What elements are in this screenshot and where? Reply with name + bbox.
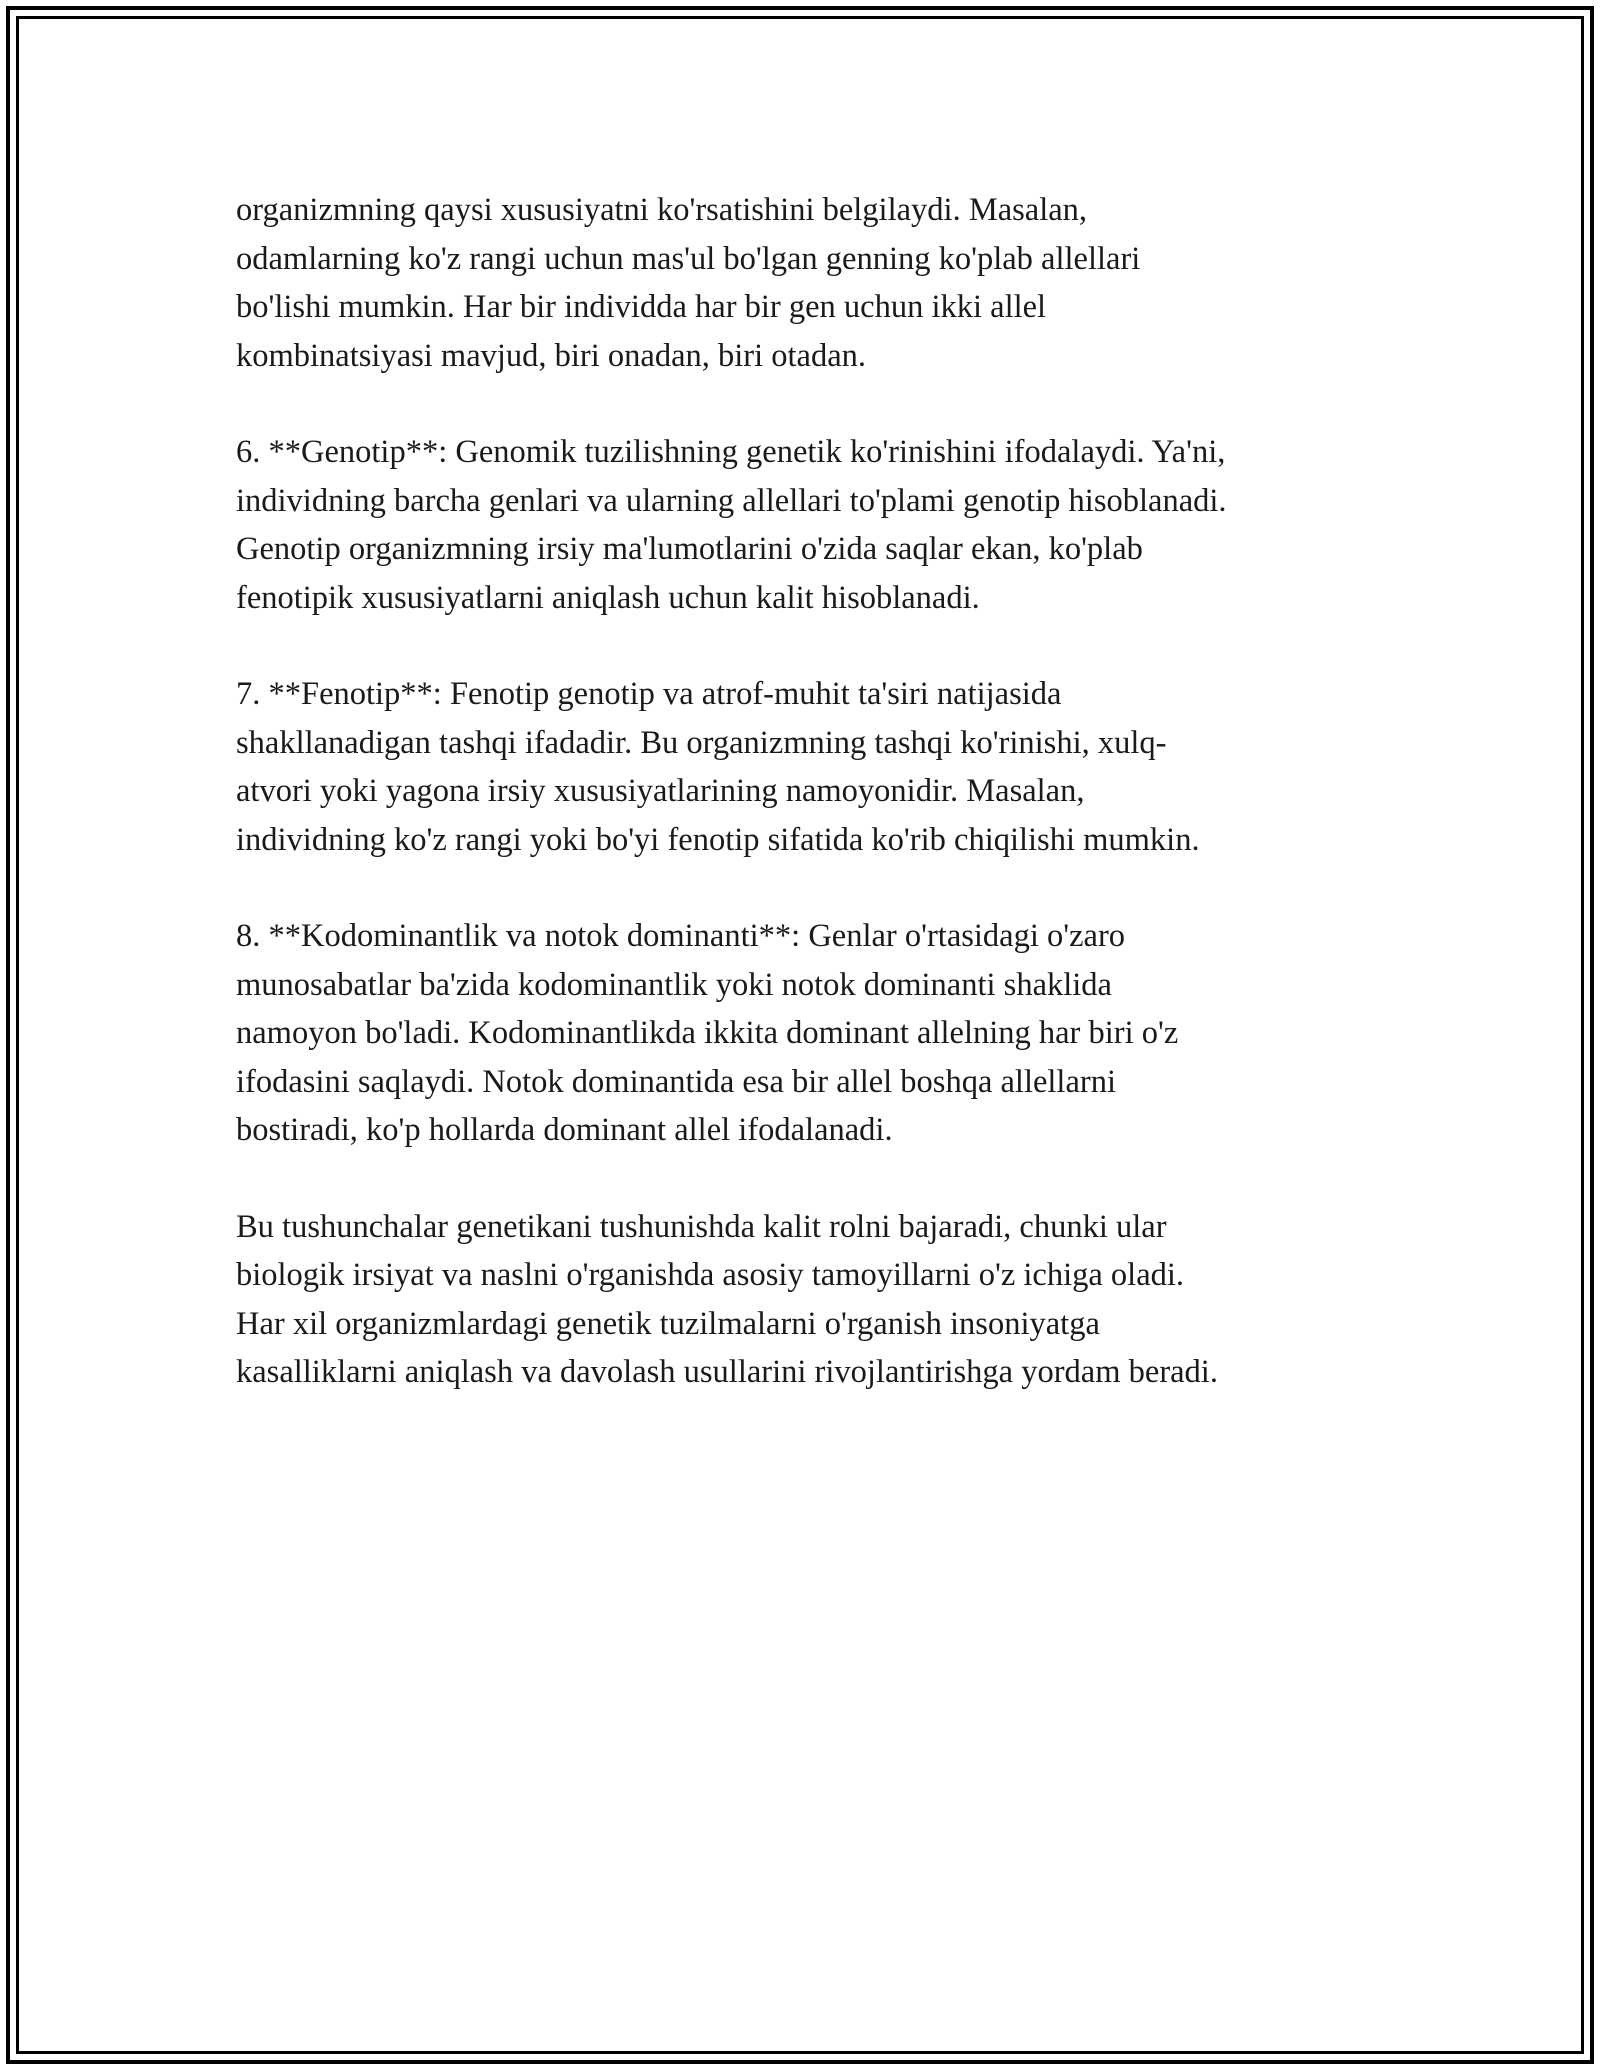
document-body [236, 186, 1376, 1445]
text-line: bo'lishi mumkin. Har bir individda har bir gen uchun ikki allel [236, 289, 1047, 325]
paragraph-kodominantlik [236, 912, 1376, 1155]
text-line: organizmning qaysi xususiyatni ko'rsatishini belgilaydi. Masalan, [236, 192, 1088, 228]
text-line: namoyon bo'ladi. Kodominantlikda ikkita dominant allelning har biri o'z [236, 1015, 1179, 1051]
text-line: munosabatlar ba'zida kodominantlik yoki notok dominanti shaklida [236, 966, 1112, 1003]
text-line: kasalliklarni aniqlash va davolash usullarini rivojlantirishga yordam beradi. [236, 1354, 1218, 1390]
text-line: atvori yoki yagona irsiy xususiyatlarining namoyonidir. Masalan, [236, 773, 1085, 809]
paragraph-fenotip [236, 670, 1376, 864]
text-line: 6. **Genotip**: Genomik tuzilishning genetik ko'rinishini ifodalaydi. Ya'ni, [236, 434, 1226, 470]
text-line: bostiradi, ko'p hollarda dominant allel ifodalanadi. [236, 1112, 893, 1148]
paragraph-alleles-continued [236, 186, 1376, 380]
paragraph-conclusion [236, 1203, 1376, 1397]
paragraph-genotip [236, 428, 1376, 622]
text-line: 8. **Kodominantlik va notok dominanti**: Genlar o'rtasidagi o'zaro [236, 918, 1126, 954]
text-line: individning barcha genlari va ularning allellari to'plami genotip hisoblanadi. [236, 482, 1227, 519]
text-line: odamlarning ko'z rangi uchun mas'ul bo'lgan genning ko'plab allellari [236, 240, 1141, 277]
text-line: shakllanadigan tashqi ifadadir. Bu organizmning tashqi ko'rinishi, xulq- [236, 724, 1167, 761]
text-line: fenotipik xususiyatlarni aniqlash uchun kalit hisoblanadi. [236, 579, 980, 616]
text-line: individning ko'z rangi yoki bo'yi fenotip sifatida ko'rib chiqilishi mumkin. [236, 821, 1200, 858]
text-line: biologik irsiyat va naslni o'rganishda asosiy tamoyillarni o'z ichiga oladi. [236, 1257, 1185, 1293]
text-line: 7. **Fenotip**: Fenotip genotip va atrof-muhit ta'siri natijasida [236, 676, 1062, 712]
text-line: ifodasini saqlaydi. Notok dominantida esa bir allel boshqa allellarni [236, 1063, 1116, 1100]
text-line: Bu tushunchalar genetikani tushunishda kalit rolni bajaradi, chunki ular [236, 1208, 1167, 1245]
text-line: Har xil organizmlardagi genetik tuzilmalarni o'rganish insoniyatga [236, 1305, 1100, 1342]
text-line: kombinatsiyasi mavjud, biri onadan, biri otadan. [236, 337, 867, 374]
text-line: Genotip organizmning irsiy ma'lumotlarini o'zida saqlar ekan, ko'plab [236, 531, 1143, 567]
